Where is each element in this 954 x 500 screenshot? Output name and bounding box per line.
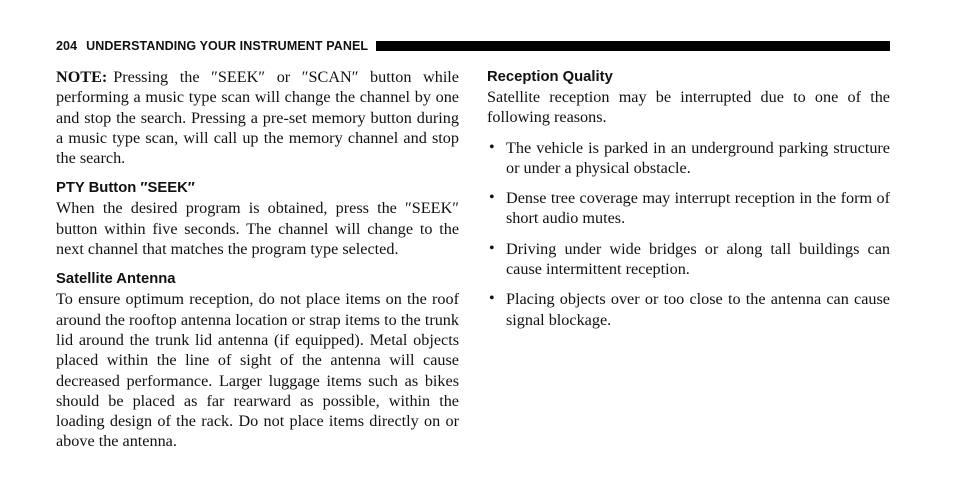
bullet-text: Placing objects over or too close to the antenna can cause signal blockage. (506, 290, 890, 329)
satellite-antenna-text: To ensure optimum reception, do not place items on the roof around the rooftop antenna location or strap items to the trunk lid around the trunk lid antenna (if equipped). Metal objects placed within the line of sight of the antenna will cause decreased performance. Larger luggage items such as bikes should be placed as far rearward as possible, within the loading design of the rack. Do not place items directly on or above the antenna. (56, 290, 459, 451)
pty-button-text: When the desired program is obtained, press the ″SEEK″ button within five seconds. The channel will change to the next channel that matches the program type selected. (56, 199, 459, 259)
page-number: 204 (56, 39, 78, 53)
page-header (56, 38, 890, 54)
note-paragraph (56, 67, 459, 168)
bullet-text: Driving under wide bridges or along tall buildings can cause intermittent reception. (506, 239, 890, 279)
reception-bullet-list (487, 138, 890, 330)
bullet-icon: • (489, 290, 495, 308)
bullet-text: Dense tree coverage may interrupt reception in the form of short audio mutes. (506, 189, 890, 228)
section-title: UNDERSTANDING YOUR INSTRUMENT PANEL (86, 39, 369, 53)
bullet-icon: • (489, 189, 495, 207)
list-item (487, 188, 890, 229)
pty-button-heading: PTY Button ″SEEK″ (56, 180, 195, 197)
bullet-icon: • (489, 138, 495, 156)
list-item (487, 289, 890, 330)
note-label: NOTE: (56, 68, 108, 86)
bullet-text: The vehicle is parked in an underground parking structure or under a physical obstacle. (506, 138, 890, 177)
right-column (487, 67, 890, 340)
satellite-antenna-heading: Satellite Antenna (56, 271, 176, 288)
header-rule (376, 41, 890, 51)
list-item (487, 138, 890, 179)
list-item (487, 239, 890, 280)
left-column (56, 67, 459, 452)
reception-quality-intro: Satellite reception may be interrupted due to one of the following reasons. (487, 88, 890, 127)
reception-quality-heading: Reception Quality (487, 69, 613, 85)
bullet-icon: • (489, 239, 495, 257)
note-text: Pressing the ″SEEK″ or ″SCAN″ button while performing a music type scan will change the channel by one and stop the search. Pressing a pre-set memory button during a music type scan, will call up the memory channel and stop the search. (56, 68, 459, 168)
